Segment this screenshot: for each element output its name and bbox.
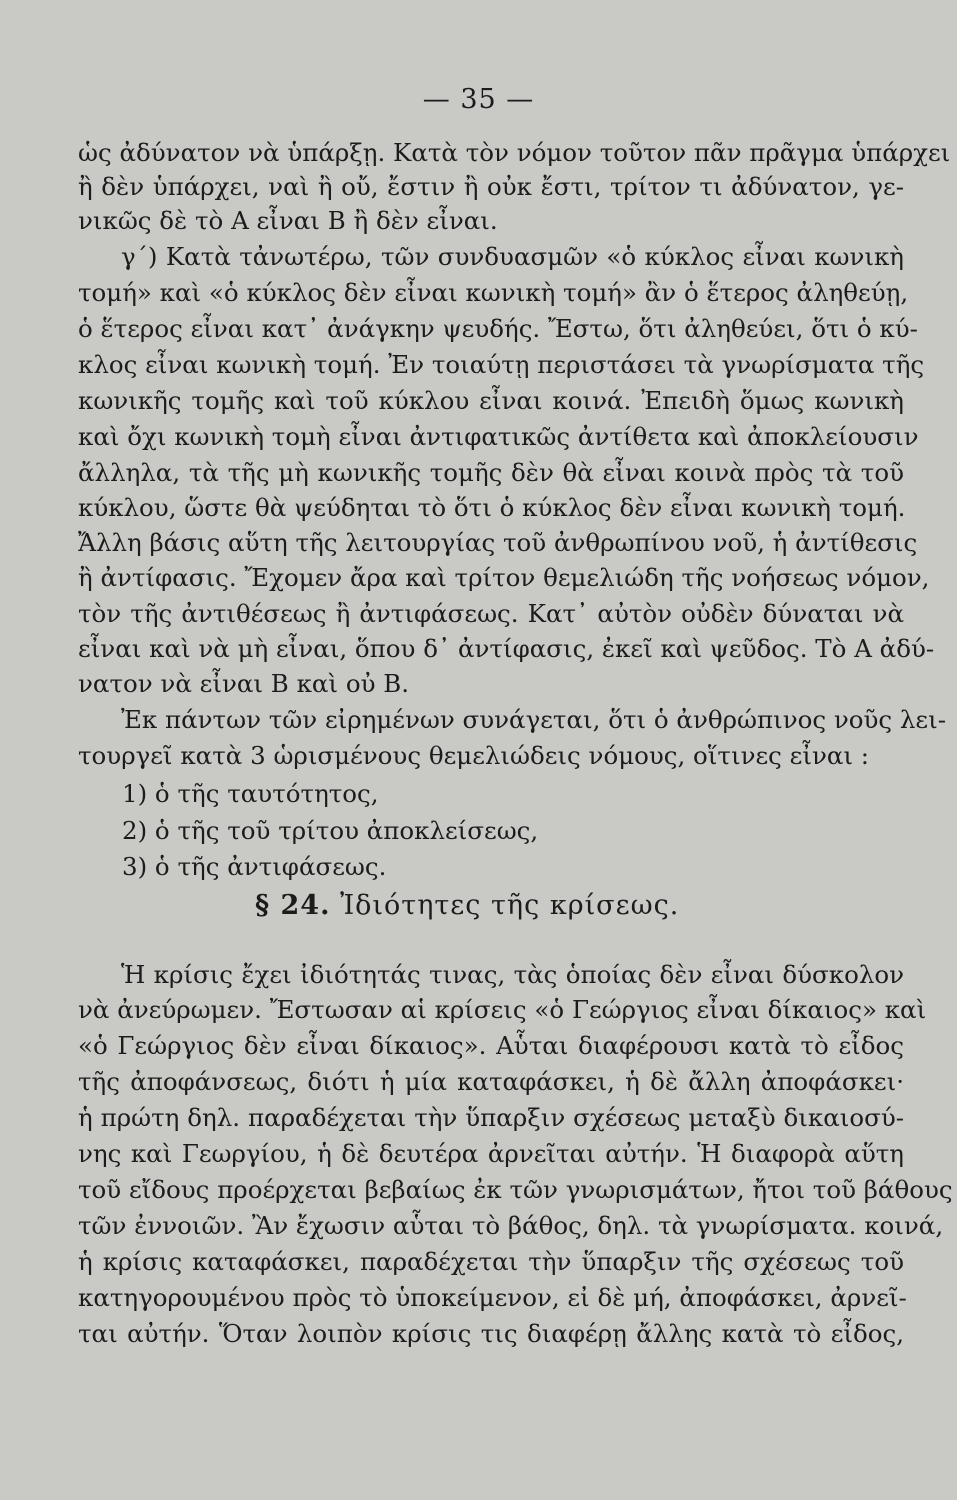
section-heading (255, 888, 735, 924)
text-line: τῆς ἀποφάνσεως, διότι ἡ μία καταφάσκει, ἡ δὲ ἄλλη ἀποφάσκει· (78, 1067, 904, 1096)
list-item: 1) ὁ τῆς ταυτότητος, (122, 779, 379, 808)
text-line: τομή» καὶ «ὁ κύκλος δὲν εἶναι κωνικὴ τομή» ἂν ὁ ἕτερος ἀληθεύῃ, (78, 278, 909, 307)
text-line: κλος εἶναι κωνικὴ τομή. Ἐν τοιαύτῃ περιστάσει τὰ γνωρίσματα τῆς (78, 350, 925, 379)
text-line: κωνικῆς τομῆς καὶ τοῦ κύκλου εἶναι κοινά. Ἐπειδὴ ὅμως κωνικὴ (78, 386, 904, 415)
text-line: τοῦ εἴδους προέρχεται βεβαίως ἐκ τῶν γνωρισμάτων, ἤτοι τοῦ βάθους (78, 1175, 953, 1204)
page-number: — 35 — (422, 84, 535, 115)
text-line: τῶν ἐννοιῶν. Ἂν ἔχωσιν αὗται τὸ βάθος, δηλ. τὰ γνωρίσματα. κοινά, (78, 1211, 944, 1240)
text-line: κατηγορουμένου πρὸς τὸ ὑποκείμενον, εἰ δὲ μή, ἀποφάσκει, ἀρνεῖ- (78, 1283, 907, 1312)
section-title: Ἰδιότητες τῆς κρίσεως. (340, 890, 680, 921)
text-line: καὶ ὄχι κωνικὴ τομὴ εἶναι ἀντιφατικῶς ἀντίθετα καὶ ἀποκλείουσιν (78, 422, 919, 451)
text-line: τουργεῖ κατὰ 3 ὡρισμένους θεμελιώδεις νόμους, οἵτινες εἶναι : (78, 741, 870, 770)
text-line: νης καὶ Γεωργίου, ἡ δὲ δευτέρα ἀρνεῖται αὐτήν. Ἡ διαφορὰ αὕτη (78, 1139, 904, 1168)
text-line: ται αὐτήν. Ὅταν λοιπὸν κρίσις τις διαφέρῃ ἄλλης κατὰ τὸ εἶδος, (78, 1319, 904, 1348)
text-line: τὸν τῆς ἀντιθέσεως ἢ ἀντιφάσεως. Κατ᾿ αὐτὸν οὐδὲν δύναται νὰ (78, 599, 904, 628)
text-line: νὰ ἀνεύρωμεν. Ἔστωσαν αἱ κρίσεις «ὁ Γεώργιος εἶναι δίκαιος» καὶ (78, 995, 927, 1024)
text-line: ἢ ἀντίφασις. Ἔχομεν ἄρα καὶ τρίτον θεμελιώδη τῆς νοήσεως νόμον, (78, 563, 930, 592)
text-line: γ΄) Κατὰ τἀνωτέρω, τῶν συνδυασμῶν «ὁ κύκλος εἶναι κωνικὴ (121, 242, 904, 271)
text-line: ἢ δὲν ὑπάρχει, ναὶ ἢ οὔ, ἔστιν ἢ οὐκ ἔστι, τρίτον τι ἀδύνατον, γε- (78, 172, 904, 201)
text-line: ἡ πρώτη δηλ. παραδέχεται τὴν ὕπαρξιν σχέσεως μεταξὺ δικαιοσύ- (78, 1103, 904, 1132)
list-item: 3) ὁ τῆς ἀντιφάσεως. (122, 852, 387, 881)
text-line: ὡς ἀδύνατον νὰ ὑπάρξῃ. Κατὰ τὸν νόμον τοῦτον πᾶν πρᾶγμα ὑπάρχει (78, 138, 951, 167)
text-line: Ἄλλη βάσις αὕτη τῆς λειτουργίας τοῦ ἀνθρωπίνου νοῦ, ἡ ἀντίθεσις (78, 528, 918, 557)
text-line: ἡ κρίσις καταφάσκει, παραδέχεται τὴν ὕπαρξιν τῆς σχέσεως τοῦ (78, 1247, 904, 1276)
section-number: § 24. (255, 890, 331, 921)
text-line: ὁ ἕτερος εἶναι κατ᾿ ἀνάγκην ψευδής. Ἔστω, ὅτι ἀληθεύει, ὅτι ὁ κύ- (78, 314, 918, 343)
text-line: ἄλληλα, τὰ τῆς μὴ κωνικῆς τομῆς δὲν θὰ εἶναι κοινὰ πρὸς τὰ τοῦ (78, 458, 904, 487)
text-line: «ὁ Γεώργιος δὲν εἶναι δίκαιος». Αὗται διαφέρουσι κατὰ τὸ εἶδος (78, 1031, 904, 1060)
list-item: 2) ὁ τῆς τοῦ τρίτου ἀποκλείσεως, (122, 816, 539, 845)
text-line: Ἐκ πάντων τῶν εἰρημένων συνάγεται, ὅτι ὁ ἀνθρώπινος νοῦς λει- (121, 705, 947, 734)
text-line: Ἡ κρίσις ἔχει ἰδιότητάς τινας, τὰς ὁποίας δὲν εἶναι δύσκολον (121, 960, 904, 989)
text-line: νατον νὰ εἶναι Β καὶ οὐ Β. (78, 669, 410, 698)
text-line: εἶναι καὶ νὰ μὴ εἶναι, ὅπου δ᾿ ἀντίφασις, ἐκεῖ καὶ ψεῦδος. Τὸ Α ἀδύ- (78, 634, 935, 663)
text-line: κύκλου, ὥστε θὰ ψεύδηται τὸ ὅτι ὁ κύκλος δὲν εἶναι κωνικὴ τομή. (78, 493, 906, 522)
text-line: νικῶς δὲ τὸ Α εἶναι Β ἢ δὲν εἶναι. (78, 206, 498, 235)
